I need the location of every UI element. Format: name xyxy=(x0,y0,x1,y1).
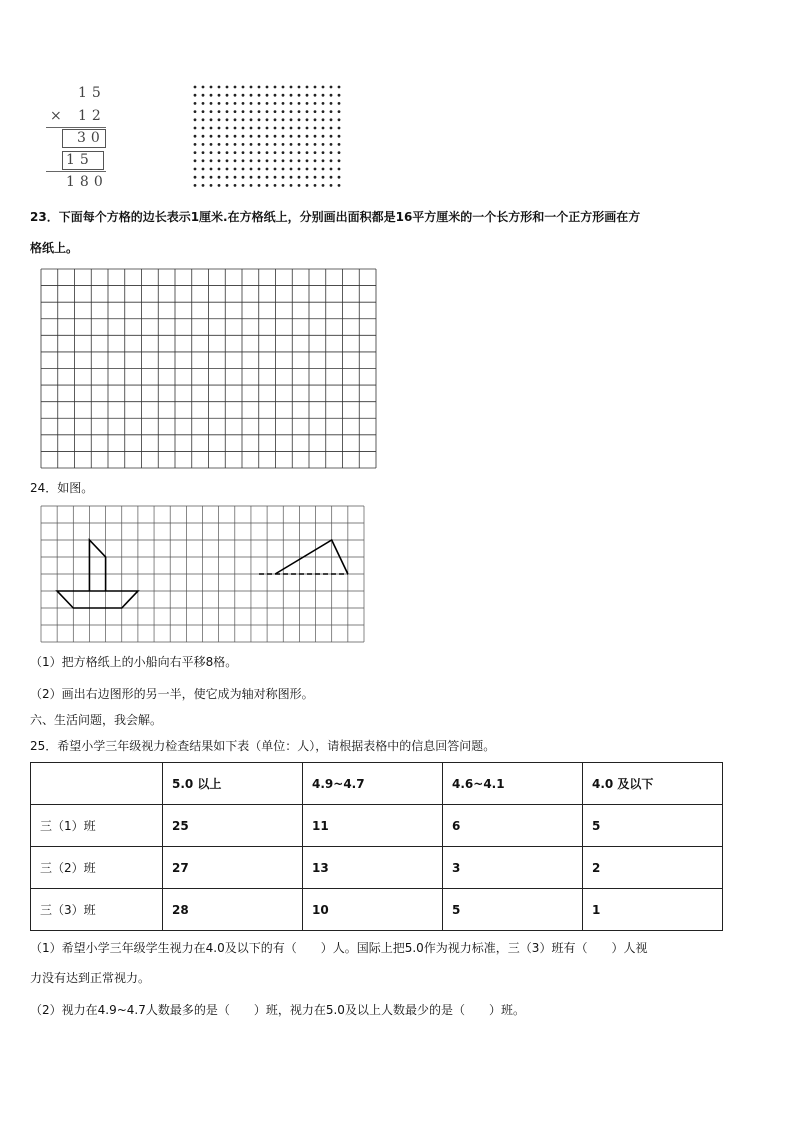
table-cell: 6 xyxy=(443,805,583,847)
table-cell: 3 xyxy=(443,847,583,889)
table-header-cell: 5.0 以上 xyxy=(163,763,303,805)
boat-sail xyxy=(89,540,105,591)
table-cell: 13 xyxy=(303,847,443,889)
table-cell: 5 xyxy=(443,889,583,931)
table-row xyxy=(31,889,723,931)
multiplier: 12 xyxy=(78,108,106,124)
dot-grid xyxy=(192,84,342,194)
square-grid-paper[interactable] xyxy=(40,268,377,469)
table-header-row xyxy=(31,763,723,805)
section-heading: 六、生活问题，我会解。 xyxy=(30,713,163,727)
table-cell: 10 xyxy=(303,889,443,931)
q25-sub1-line2: 力没有达到正常视力。 xyxy=(30,971,151,985)
q25-sub1-line1: （1）希望小学三年级学生视力在4.0及以下的有（ ）人。国际上把5.0作为视力标准，三（3）班有（ ）人视 xyxy=(30,941,648,955)
table-header-cell: 4.9~4.7 xyxy=(303,763,443,805)
table-cell: 28 xyxy=(163,889,303,931)
rule-line-2 xyxy=(46,171,106,172)
boat-hull xyxy=(57,591,138,608)
table-cell: 三（1）班 xyxy=(31,805,163,847)
q23-text-line2: 格纸上。 xyxy=(30,241,79,255)
table-cell: 27 xyxy=(163,847,303,889)
table-row xyxy=(31,847,723,889)
q25-sub2: （2）视力在4.9~4.7人数最多的是（ ）班，视力在5.0及以上人数最少的是（ ）班。 xyxy=(30,1003,525,1017)
table-header-cell xyxy=(31,763,163,805)
q24-title: 24．如图。 xyxy=(30,481,94,495)
q24-sub2: （2）画出右边图形的另一半，使它成为轴对称图形。 xyxy=(30,687,314,701)
table-header-cell: 4.0 及以下 xyxy=(583,763,723,805)
q25-title: 25．希望小学三年级视力检查结果如下表（单位：人），请根据表格中的信息回答问题。 xyxy=(30,739,496,753)
boat-grid[interactable] xyxy=(40,505,365,645)
table-cell: 1 xyxy=(583,889,723,931)
table-cell: 5 xyxy=(583,805,723,847)
table-cell: 25 xyxy=(163,805,303,847)
table-cell: 2 xyxy=(583,847,723,889)
multiplication-work xyxy=(0,0,160,200)
times-sign: × xyxy=(50,108,67,124)
rule-line xyxy=(46,127,106,128)
vision-table xyxy=(30,762,723,931)
table-cell: 11 xyxy=(303,805,443,847)
q23-text-line1: 23．下面每个方格的边长表示1厘米.在方格纸上，分别画出面积都是16平方厘米的一个长方形和一个正方形画在方 xyxy=(30,210,641,224)
table-cell: 三（3）班 xyxy=(31,889,163,931)
multiplicand: 15 xyxy=(78,85,106,101)
q24-sub1: （1）把方格纸上的小船向右平移8格。 xyxy=(30,655,238,669)
table-cell: 三（2）班 xyxy=(31,847,163,889)
partial-product-1: 30 xyxy=(77,130,105,146)
partial-product-2: 15 xyxy=(66,152,94,168)
product: 180 xyxy=(66,174,108,190)
table-row xyxy=(31,805,723,847)
table-header-cell: 4.6~4.1 xyxy=(443,763,583,805)
